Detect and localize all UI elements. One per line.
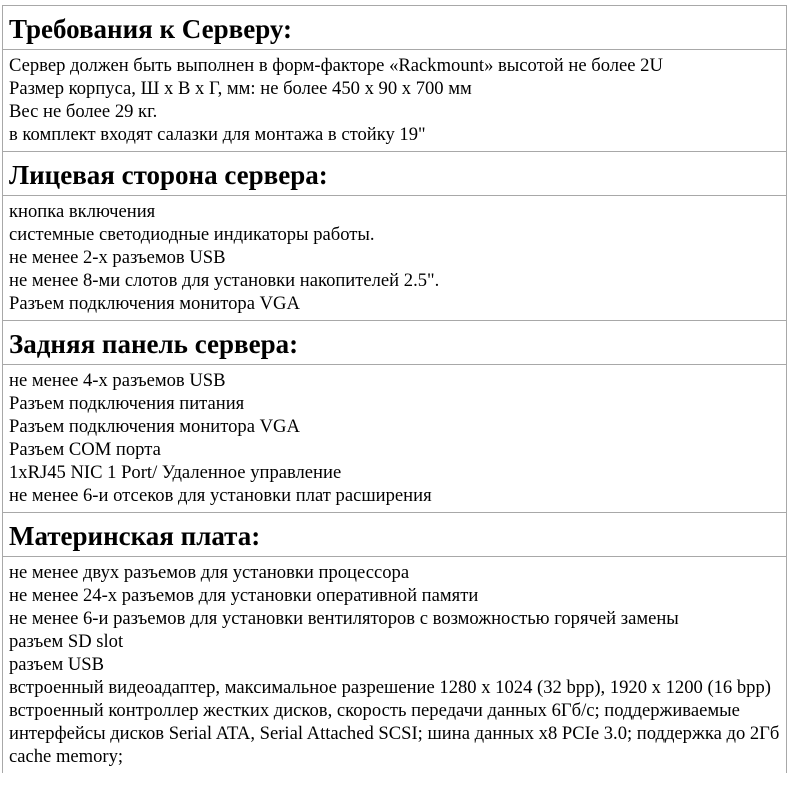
spec-line: Разъем подключения монитора VGA: [9, 416, 300, 437]
spec-line: Вес не более 29 кг.: [9, 101, 158, 122]
spec-line: разъем USB: [9, 654, 105, 675]
section-title-front-panel: Лицевая сторона сервера:: [3, 152, 786, 196]
section-body-server-requirements: [3, 50, 786, 152]
spec-line: разъем SD slot: [9, 631, 124, 652]
spec-line: не менее 8-ми слотов для установки накопителей 2.5".: [9, 270, 440, 291]
spec-line: не менее 6-и отсеков для установки плат расширения: [9, 485, 432, 506]
section-title-motherboard: Материнская плата:: [3, 513, 786, 557]
spec-line: встроенный видеоадаптер, максимальное разрешение 1280 x 1024 (32 bpp), 1920 x 1200 (16 bpp): [9, 677, 771, 698]
spec-line: Разъем подключения монитора VGA: [9, 293, 300, 314]
section-body-motherboard: [3, 557, 786, 773]
spec-line: не менее 2-х разъемов USB: [9, 247, 226, 268]
spec-line: Сервер должен быть выполнен в форм-факторе «Rackmount» высотой не более 2U: [9, 55, 663, 76]
section-title-rear-panel: Задняя панель сервера:: [3, 321, 786, 365]
spec-line: кнопка включения: [9, 201, 156, 222]
spec-line: Разъем подключения питания: [9, 393, 245, 414]
spec-line: системные светодиодные индикаторы работы.: [9, 224, 375, 245]
spec-line: не менее двух разъемов для установки процессора: [9, 562, 410, 583]
spec-line: не менее 6-и разъемов для установки вентиляторов с возможностью горячей замены: [9, 608, 679, 629]
spec-line: 1xRJ45 NIC 1 Port/ Удаленное управление: [9, 462, 342, 483]
section-body-rear-panel: [3, 365, 786, 513]
spec-line: встроенный контроллер жестких дисков, скорость передачи данных 6Гб/с; поддерживаемые интерфейсы дисков Serial ATA, Serial Attached SCSI; шина данных x8 PCIe 3.0; поддержка до 2Гб cache memory;: [9, 700, 780, 767]
section-title-server-requirements: Требования к Серверу:: [3, 6, 786, 50]
spec-line: не менее 4-х разъемов USB: [9, 370, 226, 391]
spec-line: Размер корпуса, Ш х В х Г, мм: не более 450 х 90 х 700 мм: [9, 78, 472, 99]
spec-line: Разъем COM порта: [9, 439, 161, 460]
server-requirements-table: [2, 5, 787, 773]
spec-line: не менее 24-х разъемов для установки оперативной памяти: [9, 585, 479, 606]
spec-line: в комплект входят салазки для монтажа в стойку 19": [9, 124, 426, 145]
section-body-front-panel: [3, 196, 786, 321]
